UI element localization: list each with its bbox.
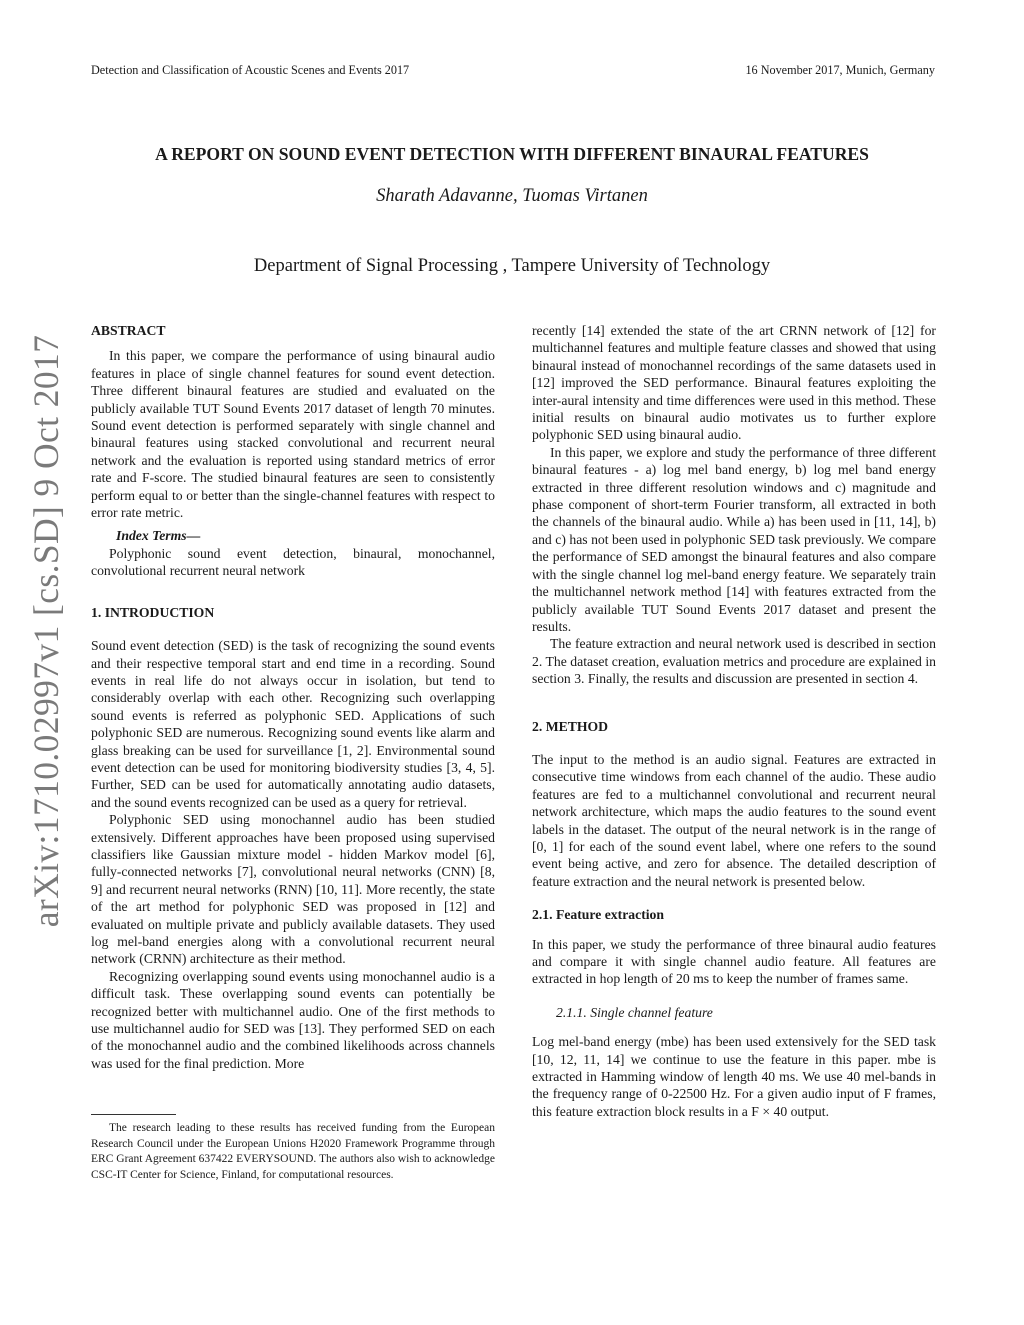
funding-footnote: The research leading to these results has received funding from the European Research Council under the European Unions H2020 Framework Programme through ERC Grant Agreement 637422 EVERYSOUND. The authors also wish to acknowledge CSC-IT Center for Science, Finland, for computational resources. [91, 1122, 495, 1181]
introduction-heading: 1. INTRODUCTION [91, 604, 215, 620]
method-paragraph: The input to the method is an audio signal. Features are extracted in consecutive time windows from each channel of the audio. These audio features are fed to a multichannel convolutional and recurrent neural network architecture, which maps the audio features to the sound event labels in the dataset. The output of the neural network is in the range of [0, 1] for each of the sound event label, where one refers to the sound event being active, and zero for absence. The detailed description of feature extraction and the neural network is presented below. [532, 751, 936, 889]
feature-extraction-paragraph: In this paper, we study the performance of three binaural audio features and compare it with single channel audio feature. All features are extracted in hop length of 20 ms to keep the number of frames same. [532, 936, 936, 987]
left-column [91, 322, 495, 1072]
abstract-text: In this paper, we compare the performance of using binaural audio features in place of single channel features for sound event detection. Three different binaural features are studied and evaluated on the publicly available TUT Sound Events 2017 dataset of length 70 minutes. Sound event detection is performed separately with single channel and binaural features using stacked convolutional and recurrent neural network and the evaluation is reported using standard metrics of error rate and F-score. The studied binaural features are seen to consistently perform equal to or better than the single-channel features with respect to error rate metric. [91, 348, 495, 521]
index-terms-text: Polyphonic sound event detection, binaural, monochannel, convolutional recurrent neural network [91, 545, 495, 579]
intro-paragraph-6: The feature extraction and neural network used is described in section 2. The dataset creation, evaluation metrics and procedure are explained in section 3. Finally, the results and discussion are presented in section 4. [532, 636, 936, 687]
intro-paragraph-4: recently [14] extended the state of the art CRNN network of [12] for multichannel features and multiple feature classes and showed that using binaural instead of monochannel recordings of the same datasets used in [12] improved the SED performance. Binaural features exploiting the inter-aural intensity and time differences were used in this method. These initial results on binaural audio motivates us to further explore polyphonic SED using binaural audio. [532, 323, 936, 443]
footnote-divider [91, 1114, 176, 1115]
intro-paragraph-5: In this paper, we explore and study the performance of three different binaural features - a) log mel band energy, b) log mel band energy extracted in three different resolution windows and c) magnitude and phase component of short-term Fourier transform, all extracted in both the channels of the binaural audio. While a) has been used in [11, 14], b) and c) has not been used in polyphonic SED task previously. We compare the performance of SED amongst the binaural features and also compare with the single channel log mel-band energy feature. We separately train the multichannel network method [14] with features extracted from the publicly available TUT Sound Events 2017 dataset and present the results. [532, 444, 936, 634]
index-terms-heading: Index Terms— [116, 528, 201, 544]
paper-affiliation: Department of Signal Processing , Tampere University of Technology [253, 256, 771, 276]
right-column [532, 322, 936, 1120]
intro-paragraph-1: Sound event detection (SED) is the task of recognizing the sound events and their respective temporal start and end time in a recording. Sound events in real life do not always occur in isolation, but tend to considerably overlap with each other. Recognizing such overlapping sound events is referred as polyphonic SED. Applications of such polyphonic SED are numerous. Recognizing sound events like alarm and glass breaking can be used for surveillance [1, 2]. Environmental sound event detection can be used for monitoring biodiversity studies [3, 4, 5]. Further, SED can be used for automatically annotating audio datasets, and the sound events recognized can be used as a query for retrieval. [91, 638, 495, 810]
abstract-heading: ABSTRACT [91, 323, 166, 338]
paper-title: A REPORT ON SOUND EVENT DETECTION WITH DIFFERENT BINAURAL FEATURES [155, 144, 869, 164]
running-header-right: 16 November 2017, Munich, Germany [745, 63, 935, 77]
feature-extraction-heading: 2.1. Feature extraction [532, 907, 665, 923]
single-channel-feature-heading: 2.1.1. Single channel feature [556, 1004, 713, 1020]
single-channel-feature-paragraph: Log mel-band energy (mbe) has been used extensively for the SED task [10, 12, 11, 14] we continue to use the feature in this paper. mbe is extracted in Hamming window of length 40 ms. We use 40 mel-bands in the frequency range of 0-22500 Hz. For a given audio input of F frames, this feature extraction block results in a F × 40 output. [532, 1034, 936, 1119]
paper-authors: Sharath Adavanne, Tuomas Virtanen [376, 186, 648, 206]
intro-paragraph-3: Recognizing overlapping sound events using monochannel audio is a difficult task. These overlapping sound events can potentially be recognized better with multichannel audio. One of the first methods to use multichannel audio for SED was [13]. They performed SED on each of the monochannel audio and the combined likelihoods across channels was used for the final prediction. More [91, 968, 495, 1071]
arxiv-identifier: arXiv:1710.02997v1 [cs.SD] 9 Oct 2017 [26, 334, 66, 928]
method-heading: 2. METHOD [532, 718, 609, 734]
running-header-left: Detection and Classification of Acoustic Scenes and Events 2017 [91, 63, 410, 77]
intro-paragraph-2: Polyphonic SED using monochannel audio has been studied extensively. Different approaches have been proposed using supervised classifiers like Gaussian mixture model - hidden Markov model [6], fully-connected networks [7], convolutional neural networks (CNN) [8, 9] and recurrent neural networks (RNN) [10, 11]. More recently, the state of the art method for polyphonic SED was proposed in [12] and evaluated on multiple private and publicly available datasets. They used log mel-band energies along with a convolutional recurrent neural network (CRNN) architecture as their method. [91, 812, 495, 967]
